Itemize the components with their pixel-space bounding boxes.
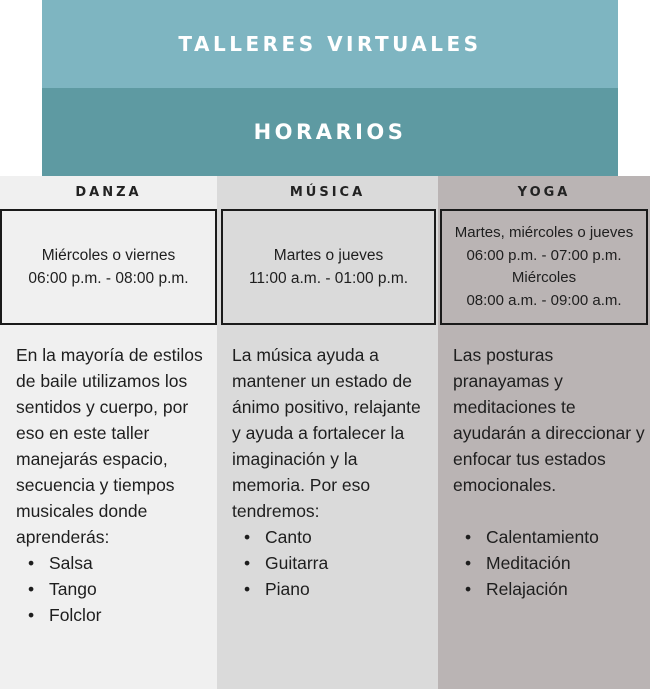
schedule-time: 06:00 p.m. - 07:00 p.m. bbox=[466, 246, 622, 264]
column-heading: MÚSICA bbox=[289, 185, 366, 200]
activity-list bbox=[453, 524, 648, 602]
schedule-time: 06:00 p.m. - 08:00 p.m. bbox=[28, 270, 189, 287]
list-item: • Calentamiento bbox=[453, 524, 648, 550]
subtitle-banner bbox=[42, 88, 618, 176]
column-yoga bbox=[438, 176, 650, 689]
page-subtitle: HORARIOS bbox=[253, 120, 407, 144]
list-item: • Meditación bbox=[453, 550, 648, 576]
schedule-box bbox=[221, 209, 436, 325]
list-item: • Salsa bbox=[16, 550, 212, 576]
title-banner bbox=[42, 0, 618, 88]
workshop-description bbox=[16, 342, 212, 628]
column-musica bbox=[217, 176, 438, 689]
schedule-time: 11:00 a.m. - 01:00 p.m. bbox=[248, 270, 409, 287]
column-heading: DANZA bbox=[75, 185, 142, 200]
list-item: • Piano bbox=[232, 576, 434, 602]
column-heading: YOGA bbox=[517, 185, 571, 200]
schedule-days: Miércoles o viernes bbox=[41, 247, 176, 264]
schedule-days: Martes, miércoles o jueves bbox=[454, 224, 634, 241]
workshop-description bbox=[453, 342, 648, 602]
activity-list bbox=[16, 550, 212, 628]
schedule-time: 08:00 a.m. - 09:00 a.m. bbox=[466, 291, 622, 309]
column-danza bbox=[0, 176, 217, 689]
list-item: • Tango bbox=[16, 576, 212, 602]
description-text: En la mayoría de estilos de baile utilizamos los sentidos y cuerpo, por eso en este taller manejarás espacio, secuencia y tiempos musicales donde aprenderás: bbox=[16, 345, 203, 547]
schedule-box bbox=[440, 209, 648, 325]
page-title: TALLERES VIRTUALES bbox=[178, 32, 482, 56]
description-text: Las posturas pranayamas y meditaciones te ayudarán a direccionar y enfocar tus estados emocionales. bbox=[453, 345, 645, 495]
schedule-box bbox=[0, 209, 217, 325]
list-item: • Folclor bbox=[16, 602, 212, 628]
list-item: • Relajación bbox=[453, 576, 648, 602]
activity-list bbox=[232, 524, 434, 602]
schedule-days: Martes o jueves bbox=[273, 247, 384, 264]
list-item: • Canto bbox=[232, 524, 434, 550]
list-item: • Guitarra bbox=[232, 550, 434, 576]
workshop-description bbox=[232, 342, 434, 602]
schedule-days: Miércoles bbox=[511, 269, 577, 286]
description-text: La música ayuda a mantener un estado de ánimo positivo, relajante y ayuda a fortalecer la imaginación y la memoria. Por eso tendremos: bbox=[232, 345, 421, 521]
